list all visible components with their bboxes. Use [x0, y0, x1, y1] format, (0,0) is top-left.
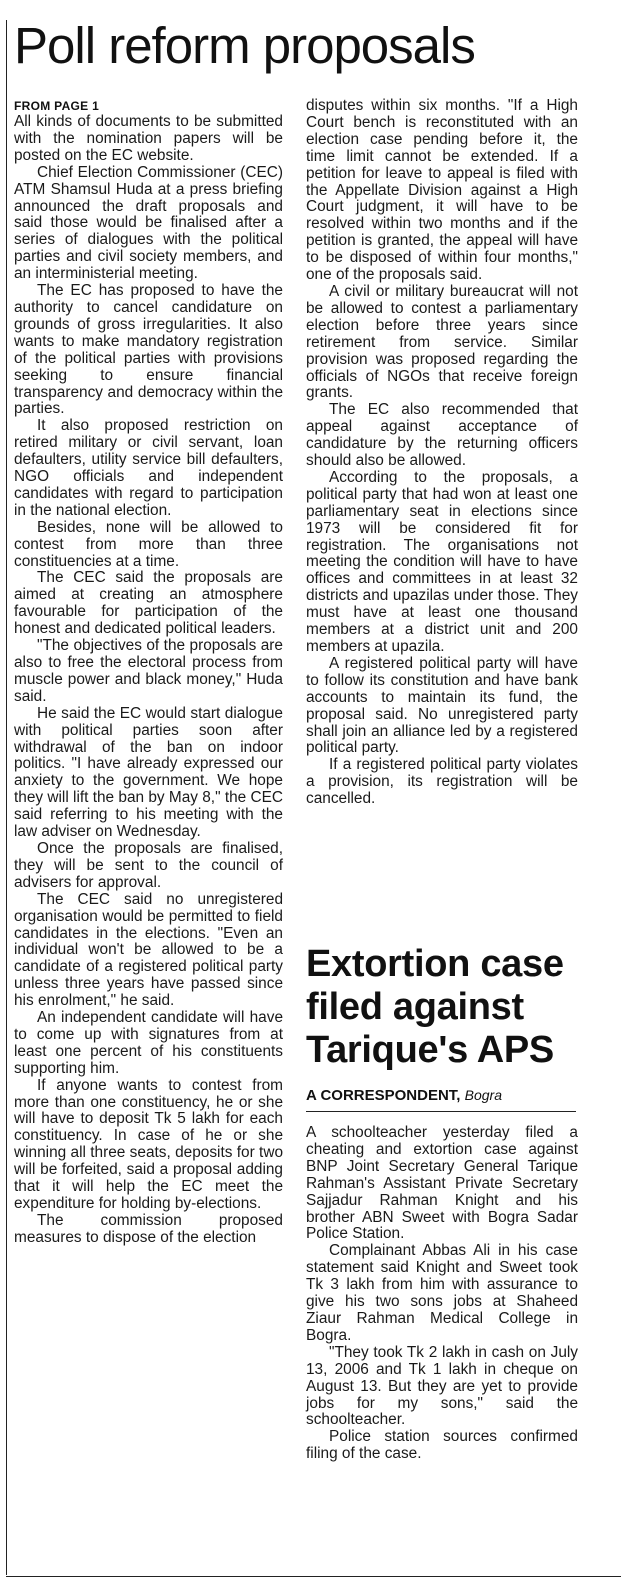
body-paragraph: Complainant Abbas Ali in his case statement said Knight and Sweet took Tk 3 lakh from him with assurance to give his two sons jobs at Shaheed Ziaur Rahman Medical College in Bogra.	[306, 1242, 578, 1344]
body-paragraph: The CEC said the proposals are aimed at creating an atmosphere favourable for participation of the honest and dedicated political leaders.	[14, 569, 283, 638]
body-paragraph: disputes within six months. "If a High Court bench is reconstituted with an election case pending before it, the time limit cannot be extended. If a petition for leave to appeal is filed with the Appellate Division against a High Court judgment, it will have to be resolved within two months and if the petition is granted, the appeal will have to be disposed of within four months," one of the proposals said.	[306, 97, 578, 284]
body-paragraph: The EC has proposed to have the authority to cancel candidature on grounds of gross irregularities. It also wants to make mandatory registration of the political parties with provisions seeking to ensure financial transparency and democracy within the parties.	[14, 282, 283, 418]
body-paragraph: "They took Tk 2 lakh in cash on July 13, 2006 and Tk 1 lakh in cheque on August 13. But they are yet to provide jobs for my sons," said the schoolteacher.	[306, 1343, 578, 1429]
body-paragraph: All kinds of documents to be submitted with the nomination papers will be posted on the EC website.	[14, 113, 283, 164]
article2-body	[306, 1125, 578, 1463]
body-paragraph: According to the proposals, a political party that had won at least one parliamentary seat in elections since 1973 will be considered fit for registration. The organisations not meeting the condition will have to have offices and committees in at least 32 districts and upazilas under those. They must have at least one thousand members at a district unit and 200 members at upazila.	[306, 468, 578, 655]
headline-extortion-case: Extortion case filed against Tarique's APS	[306, 943, 564, 1071]
article1-left-column	[14, 100, 283, 1247]
body-paragraph: Police station sources confirmed filing of the case.	[306, 1428, 578, 1463]
byline-dateline: Bogra	[464, 1087, 502, 1103]
byline	[306, 1086, 576, 1112]
body-paragraph: Chief Election Commissioner (CEC) ATM Shamsul Huda at a press briefing announced the draft proposals and said those would be finalised after a series of dialogues with the political parties and civil society members, and an interministerial meeting.	[14, 163, 283, 283]
body-paragraph: The CEC said no unregistered organisation would be permitted to field candidates in the elections. "Even an individual won't be allowed to be a candidate of a registered political party unless three years have passed since his enrolment," he said.	[14, 890, 283, 1010]
body-paragraph: Besides, none will be allowed to contest from more than three constituencies at a time.	[14, 518, 283, 570]
left-column-rule	[6, 20, 7, 1575]
byline-author: A CORRESPONDENT,	[306, 1087, 461, 1104]
body-paragraph: If a registered political party violates a provision, its registration will be cancelled.	[306, 756, 578, 808]
body-paragraph: A registered political party will have to follow its constitution and have bank accounts to maintain its fund, the proposal said. No unregistered party shall join an alliance led by a registered political party.	[306, 654, 578, 757]
body-paragraph: An independent candidate will have to come up with signatures from at least one percent of his constituents supporting him.	[14, 1009, 283, 1077]
jump-label: FROM PAGE 1	[14, 99, 100, 113]
article2-extortion-case	[306, 943, 578, 1463]
bottom-rule	[6, 1576, 621, 1577]
body-paragraph: A schoolteacher yesterday filed a cheating and extortion case against BNP Joint Secretary General Tarique Rahman's Assistant Private Secretary Sajjadur Rahman Knight and his brother ABN Sweet with Bogra Sadar Police Station.	[306, 1124, 578, 1243]
body-paragraph: A civil or military bureaucrat will not be allowed to contest a parliamentary election before three years since retirement from service. Similar provision was proposed regarding the officials of NGOs that receive foreign grants.	[306, 282, 578, 402]
body-paragraph: "The objectives of the proposals are also to free the electoral process from muscle power and black money," Huda said.	[14, 637, 283, 705]
body-paragraph: If anyone wants to contest from more than one constituency, he or she will have to deposit Tk 5 lakh for each constituency. In case of he or she winning all three seats, deposits for two will be forfeited, said a proposal adding that it will help the EC meet the expenditure for holding by-elections.	[14, 1076, 283, 1212]
body-paragraph: The commission proposed measures to dispose of the election	[14, 1211, 283, 1246]
body-paragraph: It also proposed restriction on retired military or civil servant, loan defaulters, utility service bill defaulters, NGO officials and independent candidates with regard to participation in the national election.	[14, 417, 283, 519]
headline-poll-reform: Poll reform proposals	[14, 17, 475, 74]
body-paragraph: Once the proposals are finalised, they will be sent to the council of advisers for approval.	[14, 839, 283, 891]
body-paragraph: The EC also recommended that appeal against acceptance of candidature by the returning officers should also be allowed.	[306, 401, 578, 470]
article1-right-column	[306, 98, 578, 808]
body-paragraph: He said the EC would start dialogue with political parties soon after withdrawal of the ban on indoor politics. "I have already expressed our anxiety to the government. We hope they will lift the ban by May 8," the CEC said referring to his meeting with the law adviser on Wednesday.	[14, 704, 283, 841]
